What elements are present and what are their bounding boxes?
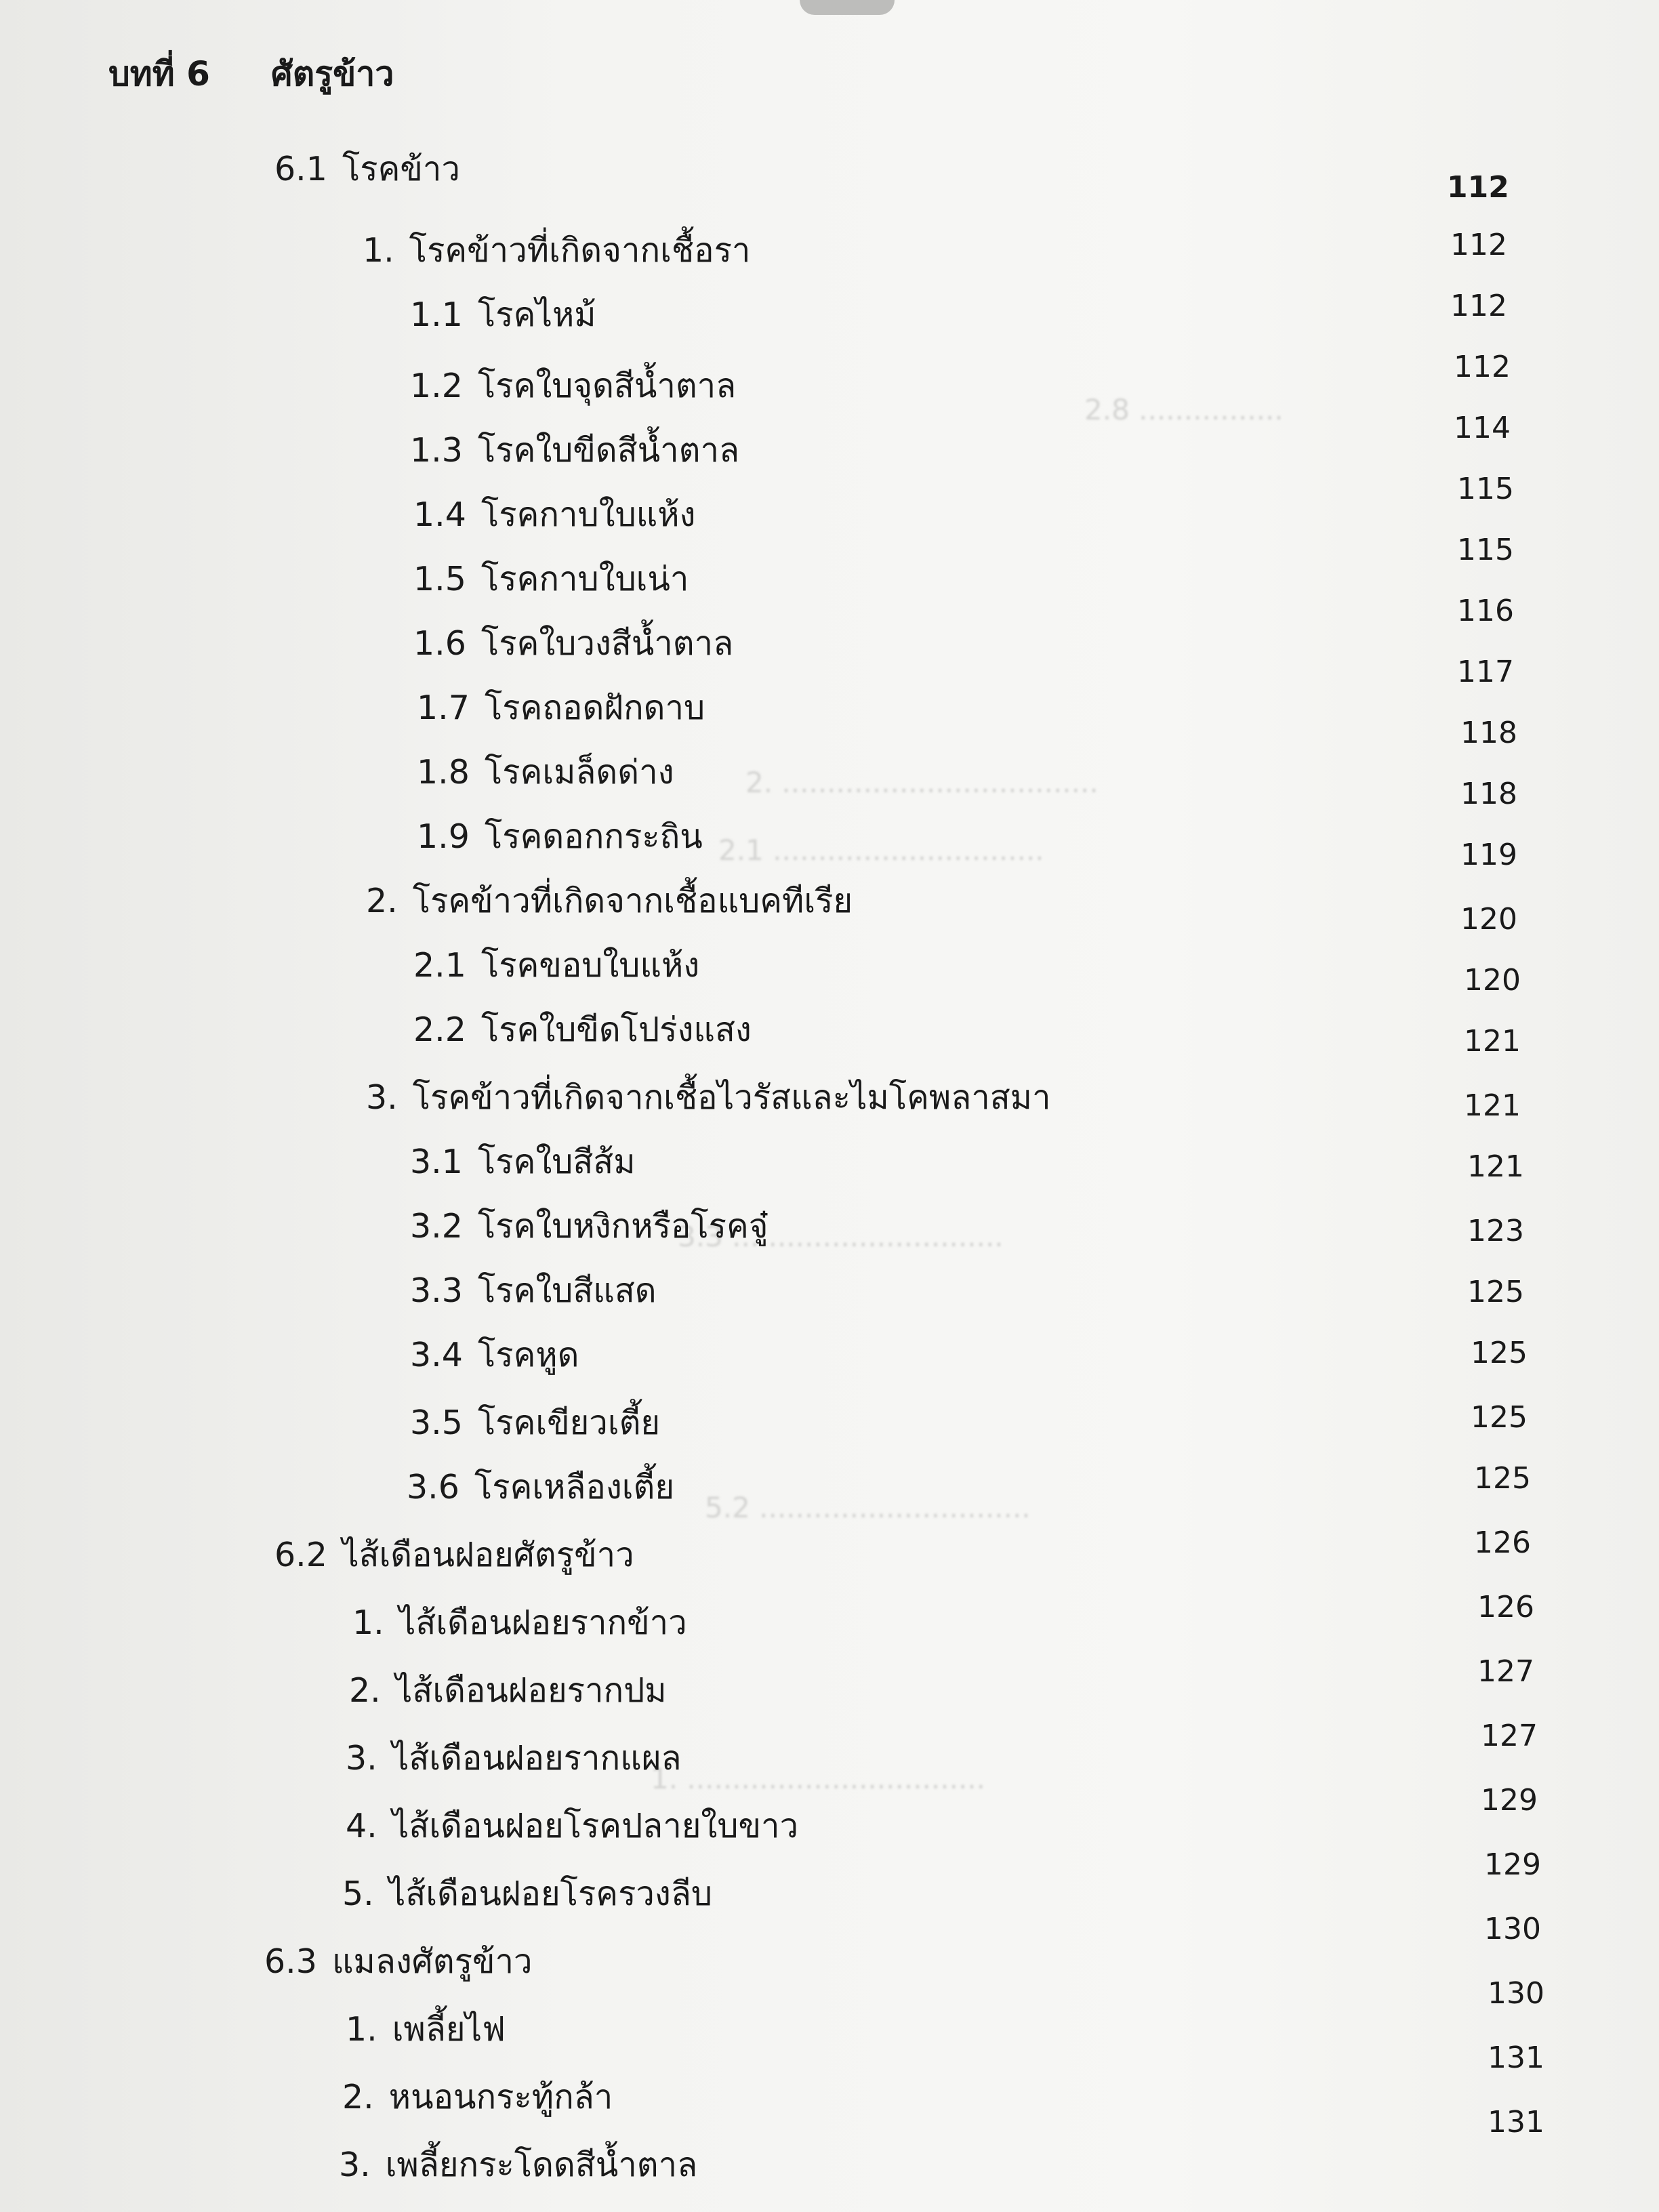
toc-entry-title: ไส้เดือนฝอยโรครวงลีบ: [388, 1875, 712, 1913]
toc-page-number-extra: 131: [1488, 2105, 1544, 2139]
toc-entry: [410, 1145, 636, 1179]
toc-entry: [417, 817, 703, 856]
toc-entry: [339, 2148, 697, 2182]
toc-entry-title: โรคใบหงิกหรือโรคจู๋: [477, 1207, 769, 1246]
toc-entry-number: 6.2: [274, 1536, 327, 1574]
toc-page-number: 120: [1464, 963, 1521, 998]
toc-entry-title: โรคหูด: [477, 1336, 579, 1374]
toc-entry-number: 3.: [366, 1078, 398, 1117]
toc-page-number: 118: [1460, 716, 1517, 750]
toc-entry-number: 1.3: [410, 431, 463, 470]
toc-page-number: 125: [1471, 1400, 1528, 1435]
toc-entry-title: โรคถอดฝักดาบ: [484, 689, 705, 727]
toc-entry-title: โรคใบสีแสด: [477, 1271, 657, 1310]
toc-entry-number: 5.: [342, 1875, 374, 1913]
toc-entry: [410, 1338, 579, 1372]
toc-page-number: 129: [1481, 1783, 1538, 1818]
toc-entry: [346, 2010, 506, 2049]
toc-entry-title: โรคเหลืองเตี้ย: [474, 1468, 675, 1507]
toc-entry-number: 3.3: [410, 1271, 463, 1310]
toc-entry: [410, 1404, 661, 1442]
toc-entry: [417, 689, 705, 727]
toc-entry-number: 1.4: [413, 495, 466, 534]
toc-entry-title: โรคไหม้: [477, 295, 596, 334]
toc-entry-number: 2.: [342, 2078, 374, 2116]
toc-page-number: 123: [1467, 1214, 1524, 1248]
toc-entry: [346, 1809, 798, 1843]
toc-page-number: 114: [1454, 411, 1511, 445]
toc-entry-title: โรคขอบใบแห้ง: [480, 946, 700, 985]
toc-entry-number: 1.5: [413, 560, 466, 598]
toc-entry-title: ไส้เดือนฝอยรากปม: [395, 1671, 667, 1710]
toc-entry: [410, 1271, 657, 1310]
toc-entry: [342, 1875, 712, 1913]
toc-entry-number: 1.1: [410, 295, 463, 334]
toc-entry-number: 1.: [363, 231, 394, 270]
toc-entry: [264, 1942, 533, 1981]
toc-entry-title: ไส้เดือนฝอยรากข้าว: [398, 1603, 687, 1642]
chapter-title: ศัตรูข้าว: [271, 54, 394, 94]
toc-entry-title: แมลงศัตรูข้าว: [331, 1942, 533, 1981]
toc-entry-title: โรคดอกกระถิน: [484, 817, 703, 856]
toc-page-number: 125: [1467, 1275, 1524, 1309]
toc-page-number: 131: [1488, 2041, 1544, 2075]
toc-entry-number: 1.: [346, 2010, 377, 2049]
toc-entry-number: 3.2: [410, 1207, 463, 1246]
toc-page-number: 121: [1464, 1088, 1521, 1123]
toc-page-number: 129: [1484, 1847, 1541, 1882]
toc-entry: [413, 562, 689, 596]
toc-entry: [342, 2078, 613, 2116]
toc-entry-title: โรคเมล็ดด่าง: [484, 753, 674, 792]
toc-entry-title: โรคใบขีดโปร่งแสง: [480, 1010, 752, 1049]
toc-entry-title: เพลี้ยไฟ: [392, 2010, 506, 2049]
toc-entry-title: ไส้เดือนฝอยศัตรูข้าว: [342, 1536, 634, 1574]
toc-page-number: 121: [1467, 1149, 1524, 1184]
toc-page-number: 120: [1460, 902, 1517, 937]
toc-entry-number: 1.9: [417, 817, 470, 856]
toc-entry: [349, 1671, 667, 1710]
toc-entry: [346, 1739, 682, 1778]
toc-page-number: 127: [1481, 1719, 1538, 1753]
toc-entry-title: โรคใบวงสีน้ำตาล: [480, 624, 734, 663]
toc-entry-title: ไส้เดือนฝอยรากแผล: [392, 1739, 682, 1778]
toc-entry-title: โรคกาบใบเน่า: [480, 560, 689, 598]
toc-page-number: 130: [1488, 1976, 1544, 2011]
toc-entry: [366, 884, 853, 918]
toc-entry: [413, 946, 700, 985]
toc-page-number: 126: [1474, 1525, 1531, 1560]
toc-entry: [413, 1010, 752, 1049]
toc-entry-title: หนอนกระทู้กล้า: [388, 2078, 613, 2116]
toc-entry-number: 3.: [339, 2146, 371, 2184]
chapter-label: บทที่ 6: [108, 54, 210, 94]
toc-entry-title: ไส้เดือนฝอยโรคปลายใบขาว: [392, 1807, 798, 1845]
toc-entry: [407, 1468, 675, 1507]
toc-entry-number: 1.6: [413, 624, 466, 663]
toc-entry-number: 1.8: [417, 753, 470, 792]
toc-entry-title: โรคข้าวที่เกิดจากเชื้อแบคทีเรีย: [412, 882, 853, 920]
toc-page-number: 115: [1457, 472, 1514, 506]
toc-entry-number: 4.: [346, 1807, 377, 1845]
toc-entry-number: 3.: [346, 1739, 377, 1778]
toc-entry-number: 2.2: [413, 1010, 466, 1049]
toc-entry: [410, 431, 739, 470]
toc-entry: [274, 1538, 634, 1572]
toc-entry-number: 1.2: [410, 367, 463, 405]
toc-page-number: 117: [1457, 655, 1514, 689]
toc-page-number: 112: [1454, 350, 1511, 384]
toc-entry-number: 1.7: [417, 689, 470, 727]
toc-page-number: 127: [1477, 1654, 1534, 1689]
toc-entry-number: 3.4: [410, 1336, 463, 1374]
toc-entry-number: 1.: [352, 1603, 384, 1642]
toc-entry-title: โรคเขียวเตี้ย: [477, 1404, 661, 1442]
toc-entry-title: โรคกาบใบแห้ง: [480, 495, 696, 534]
toc-page-number: 130: [1484, 1912, 1541, 1946]
toc-page-number: 126: [1477, 1590, 1534, 1624]
toc-entry: [413, 495, 696, 534]
toc-page-number: 119: [1460, 838, 1517, 872]
toc-entry-number: 3.6: [407, 1468, 459, 1507]
toc-entry-title: โรคใบขีดสีน้ำตาล: [477, 431, 739, 470]
toc-entry-title: โรคใบสีส้ม: [477, 1143, 636, 1181]
toc-entry-number: 2.1: [413, 946, 466, 985]
toc-entry-number: 3.1: [410, 1143, 463, 1181]
toc-page-number: 121: [1464, 1024, 1521, 1059]
toc-entry-title: โรคข้าวที่เกิดจากเชื้อไวรัสและไมโคพลาสมา: [412, 1078, 1051, 1117]
toc-entry-number: 6.3: [264, 1942, 317, 1981]
toc-entry: [417, 753, 674, 792]
toc-entry-number: 6.1: [274, 150, 327, 188]
chapter-header: [108, 47, 394, 101]
toc-entry: [366, 1078, 1051, 1117]
toc-entry: [410, 295, 596, 334]
toc-entry: [274, 152, 460, 186]
toc-entry-title: โรคใบจุดสีน้ำตาล: [477, 367, 737, 405]
toc-page-number: 115: [1457, 533, 1514, 567]
toc-entry-number: 3.5: [410, 1404, 463, 1442]
toc-page-number: 118: [1460, 777, 1517, 811]
toc-entry: [413, 624, 734, 663]
toc-page-number: 112: [1450, 228, 1507, 262]
toc-entry: [410, 1207, 769, 1246]
toc-entry-number: 2.: [366, 882, 398, 920]
toc-page-number: 112: [1450, 289, 1507, 323]
toc-page: 2.8 ................ 2. ................................... 2.1 .............................. 3.3 .............................. 5.2 .............................. 1. ................................. บทที่ 6 ศัตรูข้าว 6.1 โรคข้าว 112 1. โรคข้าวที่เกิดจากเชื้อรา 112 1.1 โรคไหม้ 112 1.2 โรคใบจุดสีน้ำตาล 112 1.3 โรคใบขีดสีน้ำตาล 114 1.4 โรคกาบใบแห้ง 115 1.5 โรคกาบใบเน่า 115 1.6 โรคใบวงสีน้ำตาล 116 1.7 โรคถอดฝักดาบ 117 1.8 โรคเมล็ดด่าง 118 1.9 โรคดอกกระถิน 118 2. โรคข้าวที่เกิดจากเชื้อแบคทีเรีย 119 2.1 โรคขอบใบแห้ง 120 2.2 โรคใบขีดโปร่งแสง 120 3. โรคข้าวที่เกิดจากเชื้อไวรัสและไมโคพลาสมา 121 3.1 โรคใบสีส้ม 121 3.2 โรคใบหงิกหรือโรคจู๋ 121 3.3 โรคใบสีแสด 123 3.4 โรคหูด 125 3.5 โรคเขียวเตี้ย 125 3.6 โรคเหลืองเตี้ย 125 6.2 ไส้เดือนฝอยศัตรูข้าว 125 1. ไส้เดือนฝอยรากข้าว 126 2. ไส้เดือนฝอยรากปม 126 3. ไส้เดือนฝอยรากแผล 127 4. ไส้เดือนฝอยโรคปลายใบขาว 127 5. ไส้เดือนฝอยโรครวงลีบ 129 6.3 แมลงศัตรูข้าว 129 1. เพลี้ยไฟ 130 2. หนอนกระทู้กล้า 130 3. เพลี้ยกระโดดสีน้ำตาล 131 131: [0, 0, 1659, 2212]
toc-entry: [410, 369, 736, 403]
toc-page-number: 116: [1457, 594, 1514, 628]
toc-entry: [363, 231, 751, 270]
binding-shadow: [800, 0, 895, 15]
toc-entry-title: โรคข้าวที่เกิดจากเชื้อรา: [409, 231, 751, 270]
toc-entry-title: โรคข้าว: [342, 150, 460, 188]
toc-entry-title: เพลี้ยกระโดดสีน้ำตาล: [385, 2146, 698, 2184]
toc-page-number: 125: [1474, 1461, 1531, 1496]
toc-page-number: 112: [1447, 170, 1509, 205]
toc-entry-number: 2.: [349, 1671, 381, 1710]
toc-page-number: 125: [1471, 1336, 1528, 1370]
toc-entry: [352, 1603, 687, 1642]
